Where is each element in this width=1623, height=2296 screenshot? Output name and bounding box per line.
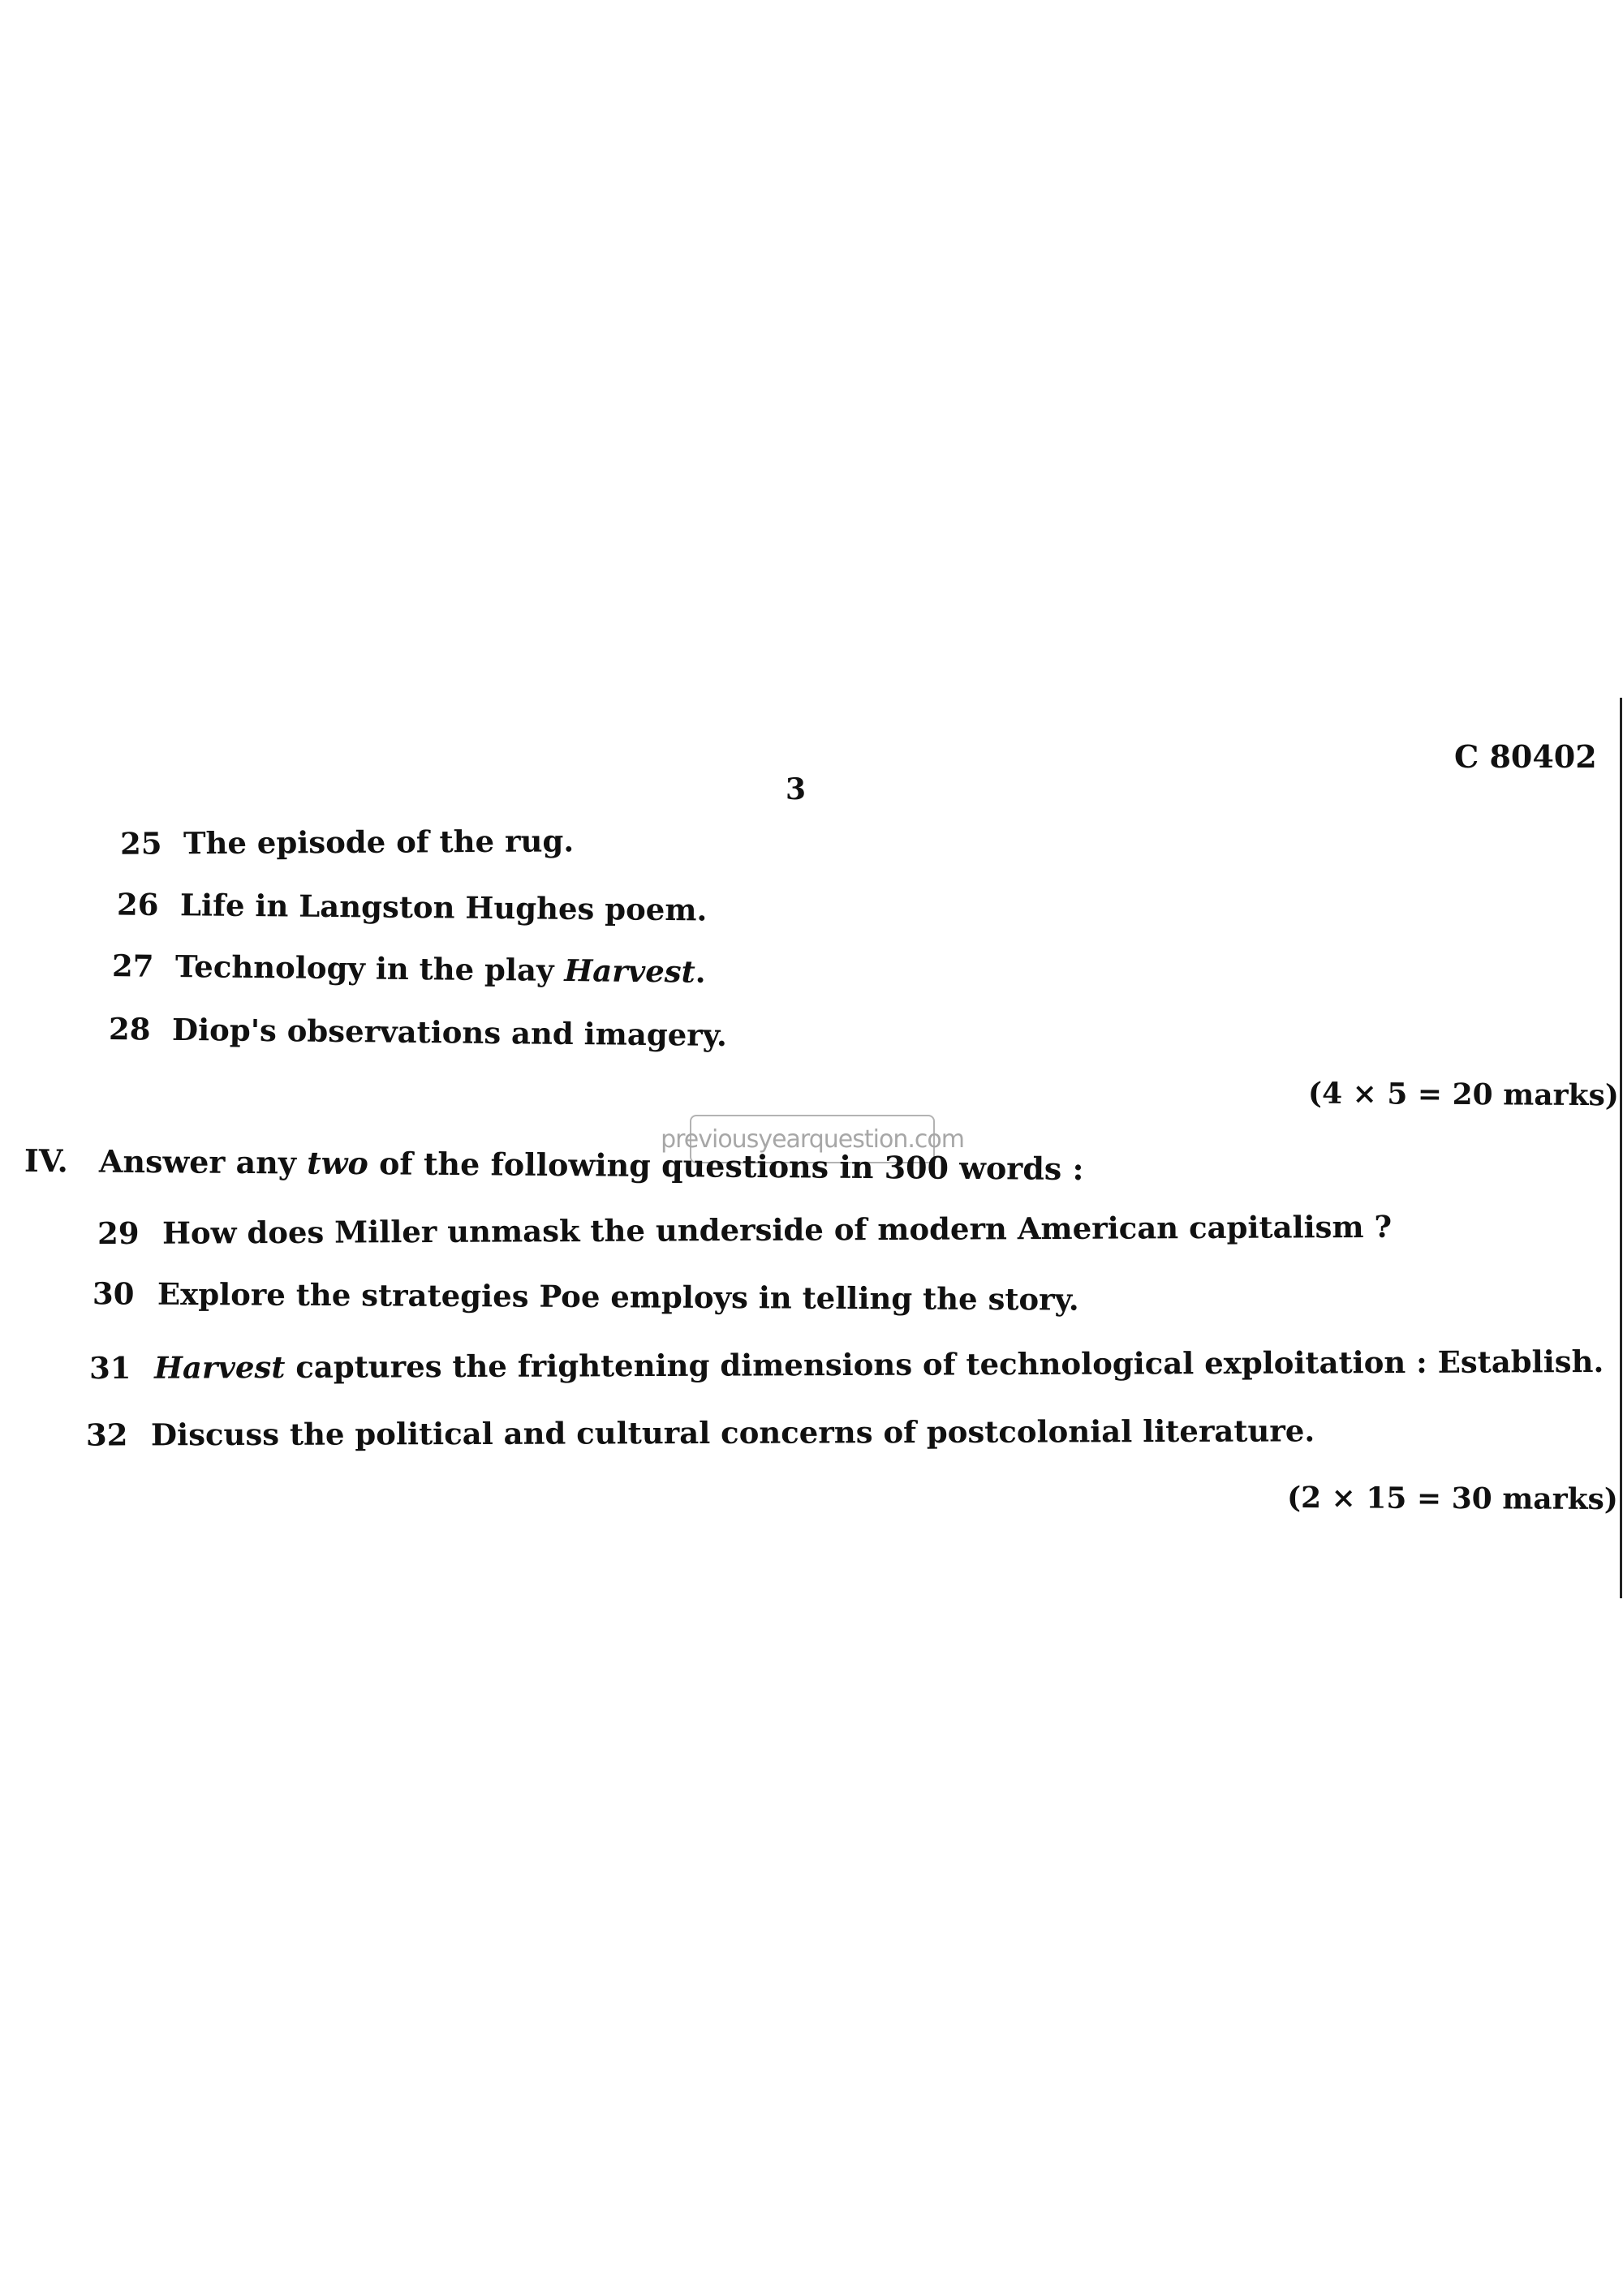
instruction-end: of the following questions in 300 words : (368, 1145, 1084, 1188)
question-29 (97, 1209, 1392, 1251)
play-title: Harvest (153, 1349, 286, 1386)
question-text: Life in Langston Hughes poem. (179, 887, 708, 928)
question-31 (89, 1344, 1604, 1386)
question-text: Diop's observations and imagery. (171, 1011, 728, 1053)
question-text: Discuss the political and cultural concerns of postcolonial literature. (150, 1412, 1315, 1453)
question-number: 27 (111, 948, 154, 984)
question-text (154, 1344, 1604, 1386)
question-27 (112, 948, 706, 990)
question-text: Explore the strategies Poe employs in telling the story. (157, 1275, 1079, 1318)
section-iv-heading (24, 1142, 1084, 1187)
question-text (175, 948, 706, 990)
question-number: 25 (119, 825, 162, 862)
question-text-part: Technology in the play (174, 948, 565, 989)
question-number: 29 (97, 1215, 140, 1252)
question-25 (120, 823, 574, 861)
question-number: 28 (108, 1011, 151, 1047)
question-number: 30 (92, 1275, 135, 1312)
page-edge-line (1620, 698, 1622, 1598)
page-number: 3 (786, 772, 807, 806)
question-28 (109, 1011, 727, 1053)
section-iv-marks: (2 × 15 = 30 marks) (1286, 1480, 1619, 1517)
watermark-stamp: previousyearquestion.com (690, 1115, 935, 1163)
question-number: 32 (85, 1417, 128, 1453)
instruction-emphasis: two (307, 1144, 369, 1182)
paper-code: C 80402 (1454, 738, 1597, 775)
question-text-rest: captures the frightening dimensions of technological exploitation : Establish. (285, 1343, 1604, 1386)
question-text-end: . (695, 953, 706, 990)
question-number: 31 (88, 1349, 131, 1387)
section-instruction (99, 1143, 1084, 1188)
question-text: The episode of the rug. (183, 823, 575, 862)
section-roman-numeral: IV. (24, 1142, 69, 1180)
question-30 (93, 1275, 1079, 1317)
instruction-start: Answer any (98, 1142, 308, 1181)
question-text: How does Miller unmask the underside of modern American capitalism ? (161, 1208, 1393, 1251)
question-number: 26 (116, 886, 159, 923)
section-iii-marks: (4 × 5 = 20 marks) (1307, 1076, 1620, 1113)
question-26 (117, 887, 708, 928)
play-title: Harvest (564, 952, 695, 990)
question-32 (86, 1412, 1315, 1452)
